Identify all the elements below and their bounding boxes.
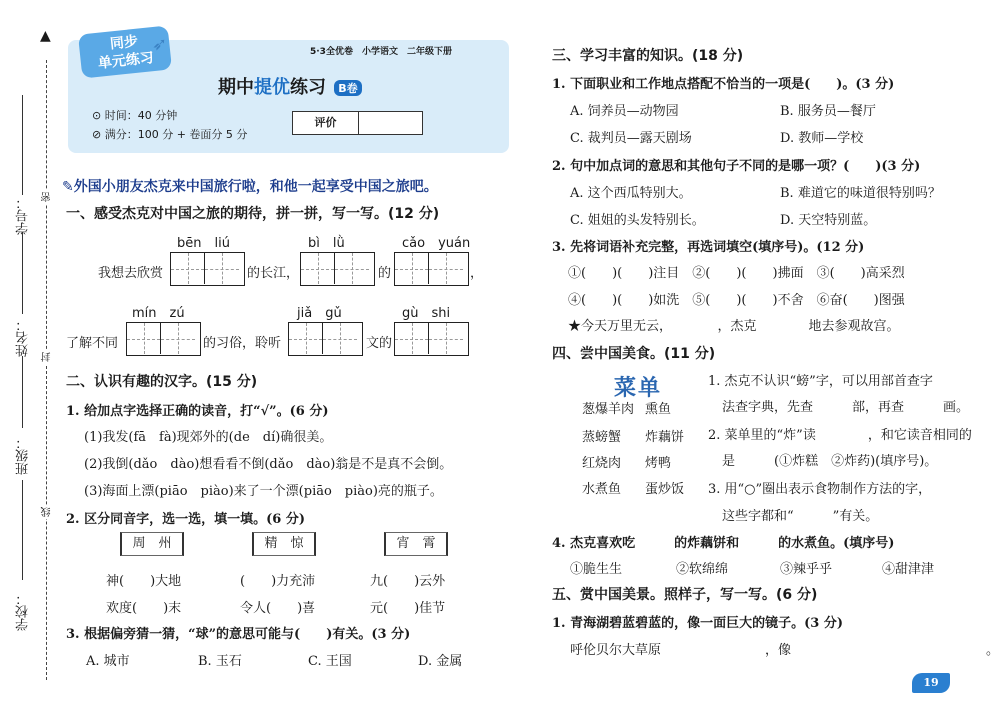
- school-line: [22, 480, 23, 580]
- option-b[interactable]: B. 服务员—餐厅: [780, 104, 876, 119]
- sentence-text: 的习俗，聆听: [203, 336, 282, 351]
- sentence-text: 的长江，: [247, 266, 300, 281]
- series-label: 5·3全优卷 小学语文 二年级下册: [310, 47, 452, 57]
- class-label: 班级：: [16, 436, 31, 475]
- option-1[interactable]: ①脆生生: [570, 562, 623, 577]
- writing-grid-caoyuan[interactable]: [394, 252, 469, 286]
- q2-1-item[interactable]: (3)海面上漂(piāo piào)来了一个漂(piāo piào)亮的瓶子。: [84, 484, 443, 499]
- fill-blank[interactable]: 令人( )喜: [240, 601, 316, 616]
- fill-blank[interactable]: 欢度( )末: [106, 601, 182, 616]
- option-3[interactable]: ③辣乎乎: [780, 562, 833, 577]
- option-c[interactable]: C. 姐姐的头发特别长。: [570, 213, 705, 228]
- writing-grid-jiagu[interactable]: [288, 322, 363, 356]
- option-a[interactable]: A. 饲养员—动物园: [570, 104, 679, 119]
- q3-1: 1. 下面职业和工作地点搭配不恰当的一项是( )。(3 分): [552, 77, 895, 92]
- school-label: 学校：: [16, 592, 31, 631]
- section3-heading: 三、学习丰富的知识。(18 分): [552, 48, 744, 64]
- check-icon: ⊘: [92, 128, 105, 141]
- score-info: ⊘ 满分：100 分 + 卷面分 5 分: [92, 128, 248, 141]
- cut-mark-xian: 线: [42, 507, 53, 517]
- q4-3-a: 3. 用“○”圈出表示食物制作方法的字，: [708, 482, 932, 497]
- sentence-text: ，: [470, 266, 484, 281]
- page-number: 19: [912, 673, 950, 693]
- menu-item: 烤鸭: [645, 456, 672, 471]
- q2-3: 3. 根据偏旁猜一猜，“球”的意思可能与( )有关。(3 分): [66, 627, 411, 642]
- idiom-row[interactable]: ①( )( )注目 ②( )( )拂面 ③( )高采烈: [568, 266, 905, 281]
- menu-item: 熏鱼: [645, 402, 672, 417]
- menu-item: 红烧肉: [582, 456, 622, 471]
- writing-grid-minzu[interactable]: [126, 322, 201, 356]
- writing-grid-benliu[interactable]: [170, 252, 245, 286]
- homophone-box: 宵 霄: [384, 532, 448, 556]
- fill-blank[interactable]: 九( )云外: [370, 574, 446, 589]
- evaluation-label: 评价: [293, 112, 359, 134]
- homophone-box: 精 惊: [252, 532, 316, 556]
- menu-item: 炸藕饼: [645, 430, 685, 445]
- sentence-text: 的: [378, 266, 392, 281]
- option-d[interactable]: D. 天空特别蓝。: [780, 213, 877, 228]
- menu-item: 水煮鱼: [582, 482, 622, 497]
- menu-item: 蒸螃蟹: [582, 430, 622, 445]
- unit-badge: 同步 单元练习: [78, 25, 172, 78]
- idiom-row[interactable]: ④( )( )如洗 ⑤( )( )不舍 ⑥奋( )图强: [568, 293, 905, 308]
- menu-item: 葱爆羊肉: [582, 402, 635, 417]
- q2-1-item[interactable]: (2)我倒(dǎo dào)想看看不倒(dǎo dào)翁是不是真不会倒。: [84, 457, 453, 472]
- student-id-label: 学号：: [16, 196, 31, 235]
- option-b[interactable]: B. 玉石: [198, 654, 242, 669]
- q4-2-b[interactable]: 是 (①炸糕 ②炸药)(填序号)。: [722, 454, 938, 469]
- pinyin-jiagu: jiǎ gǔ: [297, 306, 342, 321]
- q4-1-b[interactable]: 法查字典，先查 部，再查 画。: [722, 400, 970, 415]
- q4-3-b[interactable]: 这些字都和“ ”有关。: [722, 509, 879, 524]
- name-line: [22, 232, 23, 314]
- rocket-icon: ▲: [40, 28, 51, 44]
- fill-blank[interactable]: 元( )佳节: [370, 601, 446, 616]
- time-info: ⊙ 时间：40 分钟: [92, 109, 178, 122]
- sentence-text: 了解不同: [66, 336, 119, 351]
- cut-line: [46, 60, 47, 680]
- name-label: 姓名：: [16, 318, 31, 357]
- clock-icon: ⊙: [92, 109, 105, 122]
- section5-heading: 五、赏中国美景。照样子，写一写。(6 分): [552, 587, 818, 603]
- evaluation-box: [292, 111, 423, 135]
- pinyin-caoyuan: cǎo yuán: [402, 236, 471, 251]
- option-c[interactable]: C. 裁判员—露天剧场: [570, 131, 692, 146]
- section2-heading: 二、认识有趣的汉字。(15 分): [66, 374, 258, 390]
- fill-blank[interactable]: 神( )大地: [106, 574, 182, 589]
- id-line: [22, 95, 23, 195]
- q2-1: 1. 给加点字选择正确的读音，打“√”。(6 分): [66, 404, 329, 419]
- q2-2: 2. 区分同音字，选一选，填一填。(6 分): [66, 512, 305, 527]
- q5-1: 1. 青海湖碧蓝碧蓝的，像一面巨大的镜子。(3 分): [552, 616, 843, 631]
- writing-grid-gushi[interactable]: [394, 322, 469, 356]
- option-b[interactable]: B. 难道它的味道很特别吗？: [780, 186, 941, 201]
- cut-mark-mi: 密: [42, 192, 53, 202]
- fill-blank[interactable]: ( )力充沛: [240, 574, 316, 589]
- q4-2-a[interactable]: 2. 菜单里的“炸”读 ，和它读音相同的: [708, 428, 972, 443]
- option-4[interactable]: ④甜津津: [882, 562, 935, 577]
- imitation-sentence[interactable]: 呼伦贝尔大草原 ，像 。: [570, 643, 1000, 658]
- cut-mark-feng: 封: [42, 352, 53, 362]
- pinyin-gushi: gù shi: [402, 306, 451, 321]
- b-version-tag: B卷: [334, 80, 361, 96]
- pinyin-benliu: bēn liú: [177, 236, 230, 251]
- q4-4[interactable]: 4. 杰克喜欢吃 的炸藕饼和 的水煮鱼。(填序号): [552, 536, 895, 551]
- menu-item: 蛋炒饭: [645, 482, 685, 497]
- sentence-text: 文的: [366, 336, 393, 351]
- q3-2: 2. 句中加点词的意思和其他句子不同的是哪一项？( )(3 分): [552, 159, 921, 174]
- sentence-text: 我想去欣赏: [98, 266, 164, 281]
- option-d[interactable]: D. 金属: [418, 654, 463, 669]
- homophone-box: 周 州: [120, 532, 184, 556]
- pinyin-minzu: mín zú: [132, 306, 185, 321]
- pinyin-bilv: bì lǜ: [308, 236, 345, 251]
- rocket-icon: ➶: [152, 34, 168, 55]
- menu-title: 菜单: [614, 375, 663, 401]
- q2-1-item[interactable]: (1)我发(fā fà)现郊外的(de dí)确很美。: [84, 430, 333, 445]
- q4-1-a: 1. 杰克不认识“螃”字，可以用部首查字: [708, 374, 933, 389]
- option-a[interactable]: A. 城市: [86, 654, 130, 669]
- star-sentence[interactable]: ★今天万里无云， ，杰克 地去参观故宫。: [568, 319, 900, 334]
- page-title: 期中提优练习 B卷: [218, 73, 362, 99]
- intro-text: ✎外国小朋友杰克来中国旅行啦，和他一起享受中国之旅吧。: [62, 179, 438, 195]
- section4-heading: 四、尝中国美食。(11 分): [552, 346, 716, 362]
- class-line: [22, 356, 23, 428]
- pencil-icon: ✎: [62, 179, 74, 195]
- writing-grid-bilv[interactable]: [300, 252, 375, 286]
- q3-3: 3. 先将词语补充完整，再选词填空(填序号)。(12 分): [552, 240, 865, 255]
- section1-heading: 一、感受杰克对中国之旅的期待，拼一拼，写一写。(12 分): [66, 206, 440, 222]
- option-c[interactable]: C. 王国: [308, 654, 352, 669]
- option-a[interactable]: A. 这个西瓜特别大。: [570, 186, 692, 201]
- option-2[interactable]: ②软绵绵: [676, 562, 729, 577]
- option-d[interactable]: D. 教师—学校: [780, 131, 864, 146]
